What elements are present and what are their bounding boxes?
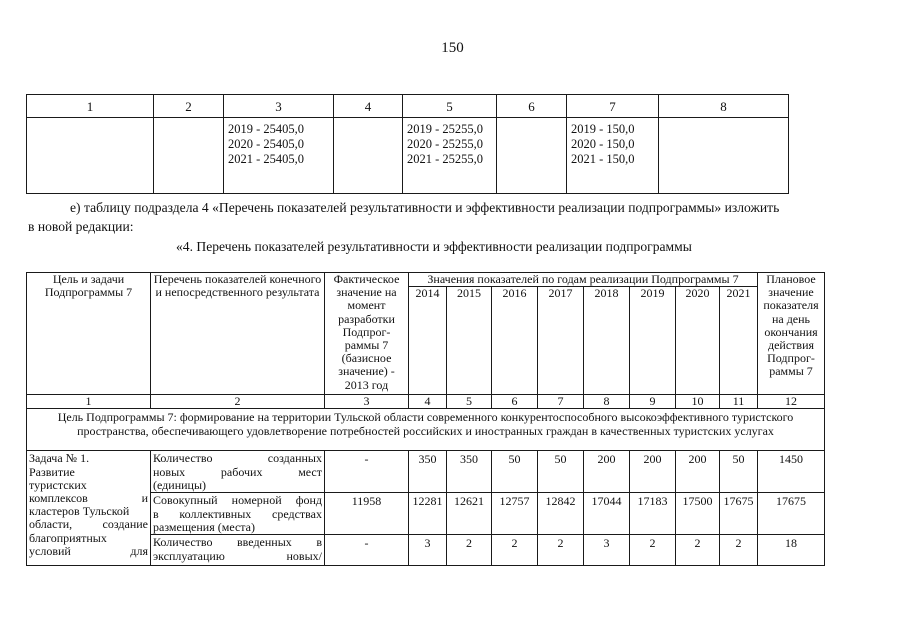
value-cell: 2 (447, 535, 492, 566)
value-cell: 17044 (584, 493, 630, 535)
table2-header-row-1 (27, 273, 825, 287)
header-planned-value: Плановое значение показателя на день окончания действия Подпрог-раммы 7 (758, 273, 825, 395)
table1-cell-2 (154, 118, 224, 194)
header-year: 2020 (676, 287, 720, 395)
value-cell: 200 (676, 451, 720, 493)
table1-header-8: 8 (659, 95, 789, 118)
header-years-group: Значения показателей по годам реализации Подпрограммы 7 (409, 273, 758, 287)
value-cell: - (325, 535, 409, 566)
indicator-line: эксплуатацию новых/ (153, 548, 322, 563)
table1-col7-line: 2020 - 150,0 (571, 137, 635, 151)
header-year: 2016 (492, 287, 538, 395)
header-year: 2017 (538, 287, 584, 395)
table1-cell-3 (224, 118, 334, 194)
column-number: 1 (27, 395, 151, 409)
task-line: туристских (29, 477, 87, 492)
indicators-table (26, 272, 825, 566)
table1-cell-7 (567, 118, 659, 194)
header-year: 2019 (630, 287, 676, 395)
column-number: 9 (630, 395, 676, 409)
table1-col5-line: 2019 - 25255,0 (407, 122, 484, 136)
value-cell: 17500 (676, 493, 720, 535)
table1-header-4: 4 (334, 95, 403, 118)
value-cell: 12281 (409, 493, 447, 535)
table1-cell-4 (334, 118, 403, 194)
table1-header-3: 3 (224, 95, 334, 118)
column-number: 2 (151, 395, 325, 409)
value-cell: 18 (758, 535, 825, 566)
table1-header-2: 2 (154, 95, 224, 118)
table1-col5-line: 2021 - 25255,0 (407, 152, 484, 166)
indicator-cell (151, 535, 325, 566)
task-line: области, создание (29, 517, 148, 532)
value-cell: 3 (409, 535, 447, 566)
value-cell: 200 (584, 451, 630, 493)
task-line: Развитие (29, 464, 75, 479)
value-cell: - (325, 451, 409, 493)
table1-col7-line: 2021 - 150,0 (571, 152, 635, 166)
value-cell: 12842 (538, 493, 584, 535)
indicator-line: размещения (места) (153, 519, 255, 534)
table1-cell-6 (497, 118, 567, 194)
goal-text: Цель Подпрограммы 7: формирование на территории Тульской области современного конкурентоспособного высокоэффективного туристского пространства, обеспечивающего удовлетворение потребностей российских и иностранных граждан в качественных туристских услугах (27, 409, 825, 451)
task-line: кластеров Тульской (29, 504, 130, 519)
indicator-row (27, 451, 825, 493)
value-cell: 200 (630, 451, 676, 493)
indicator-line: в коллективных средствах (153, 506, 322, 521)
column-number: 12 (758, 395, 825, 409)
indicator-cell (151, 451, 325, 493)
table1-col3-line: 2020 - 25405,0 (228, 137, 305, 151)
column-number: 4 (409, 395, 447, 409)
header-year: 2014 (409, 287, 447, 395)
column-number: 3 (325, 395, 409, 409)
table1-header-1: 1 (27, 95, 154, 118)
continued-table (26, 94, 789, 194)
table1-header-7: 7 (567, 95, 659, 118)
indicator-line: новых рабочих мест (153, 464, 322, 479)
table1-header-6: 6 (497, 95, 567, 118)
value-cell: 3 (584, 535, 630, 566)
table1-col3-line: 2021 - 25405,0 (228, 152, 305, 166)
value-cell: 50 (538, 451, 584, 493)
header-year: 2021 (720, 287, 758, 395)
paragraph-line-1: е) таблицу подраздела 4 «Перечень показателей результативности и эффективности реализации подпрограммы» изложить (70, 200, 780, 215)
indicator-line: (единицы) (153, 477, 207, 492)
column-number: 5 (447, 395, 492, 409)
task-line: комплексов и (29, 491, 148, 506)
table1-col3-line: 2019 - 25405,0 (228, 122, 305, 136)
header-indicators: Перечень показателей конечного и непосредственного результата (151, 273, 325, 395)
table1-row (27, 118, 789, 194)
column-number-row (27, 395, 825, 409)
value-cell: 2 (720, 535, 758, 566)
task-cell (27, 451, 151, 566)
value-cell: 12621 (447, 493, 492, 535)
value-cell: 350 (409, 451, 447, 493)
indicator-line: Количество созданных (153, 451, 322, 466)
value-cell: 2 (630, 535, 676, 566)
column-number: 8 (584, 395, 630, 409)
value-cell: 17675 (720, 493, 758, 535)
header-goal: Цель и задачи Подпрограммы 7 (27, 273, 151, 395)
table1-col7-line: 2019 - 150,0 (571, 122, 635, 136)
value-cell: 50 (720, 451, 758, 493)
table1-cell-8 (659, 118, 789, 194)
table1-header-5: 5 (403, 95, 497, 118)
table1-header-row (27, 95, 789, 118)
header-year: 2018 (584, 287, 630, 395)
value-cell: 2 (676, 535, 720, 566)
section-title: «4. Перечень показателей результативности и эффективности реализации подпрограммы (176, 239, 692, 254)
column-number: 11 (720, 395, 758, 409)
value-cell: 50 (492, 451, 538, 493)
task-line: благоприятных (29, 530, 107, 545)
page-number: 150 (441, 40, 464, 56)
value-cell: 2 (492, 535, 538, 566)
value-cell: 2 (538, 535, 584, 566)
value-cell: 1450 (758, 451, 825, 493)
table1-cell-5 (403, 118, 497, 194)
indicator-line: Совокупный номерной фонд (153, 493, 322, 508)
column-number: 7 (538, 395, 584, 409)
task-line: условий для (29, 543, 148, 558)
indicator-cell (151, 493, 325, 535)
goal-row (27, 409, 825, 451)
header-actual-value: Фактическое значение на момент разработки Подпрог-раммы 7 (базисное значение) - 2013 год (325, 273, 409, 395)
value-cell: 17183 (630, 493, 676, 535)
value-cell: 12757 (492, 493, 538, 535)
table1-col5-line: 2020 - 25255,0 (407, 137, 484, 151)
value-cell: 17675 (758, 493, 825, 535)
value-cell: 350 (447, 451, 492, 493)
paragraph-line-2: в новой редакции: (28, 219, 134, 234)
header-year: 2015 (447, 287, 492, 395)
task-line: Задача № 1. (29, 451, 90, 466)
value-cell: 11958 (325, 493, 409, 535)
table1-cell-1 (27, 118, 154, 194)
column-number: 6 (492, 395, 538, 409)
indicator-line: Количество введенных в (153, 535, 322, 550)
column-number: 10 (676, 395, 720, 409)
